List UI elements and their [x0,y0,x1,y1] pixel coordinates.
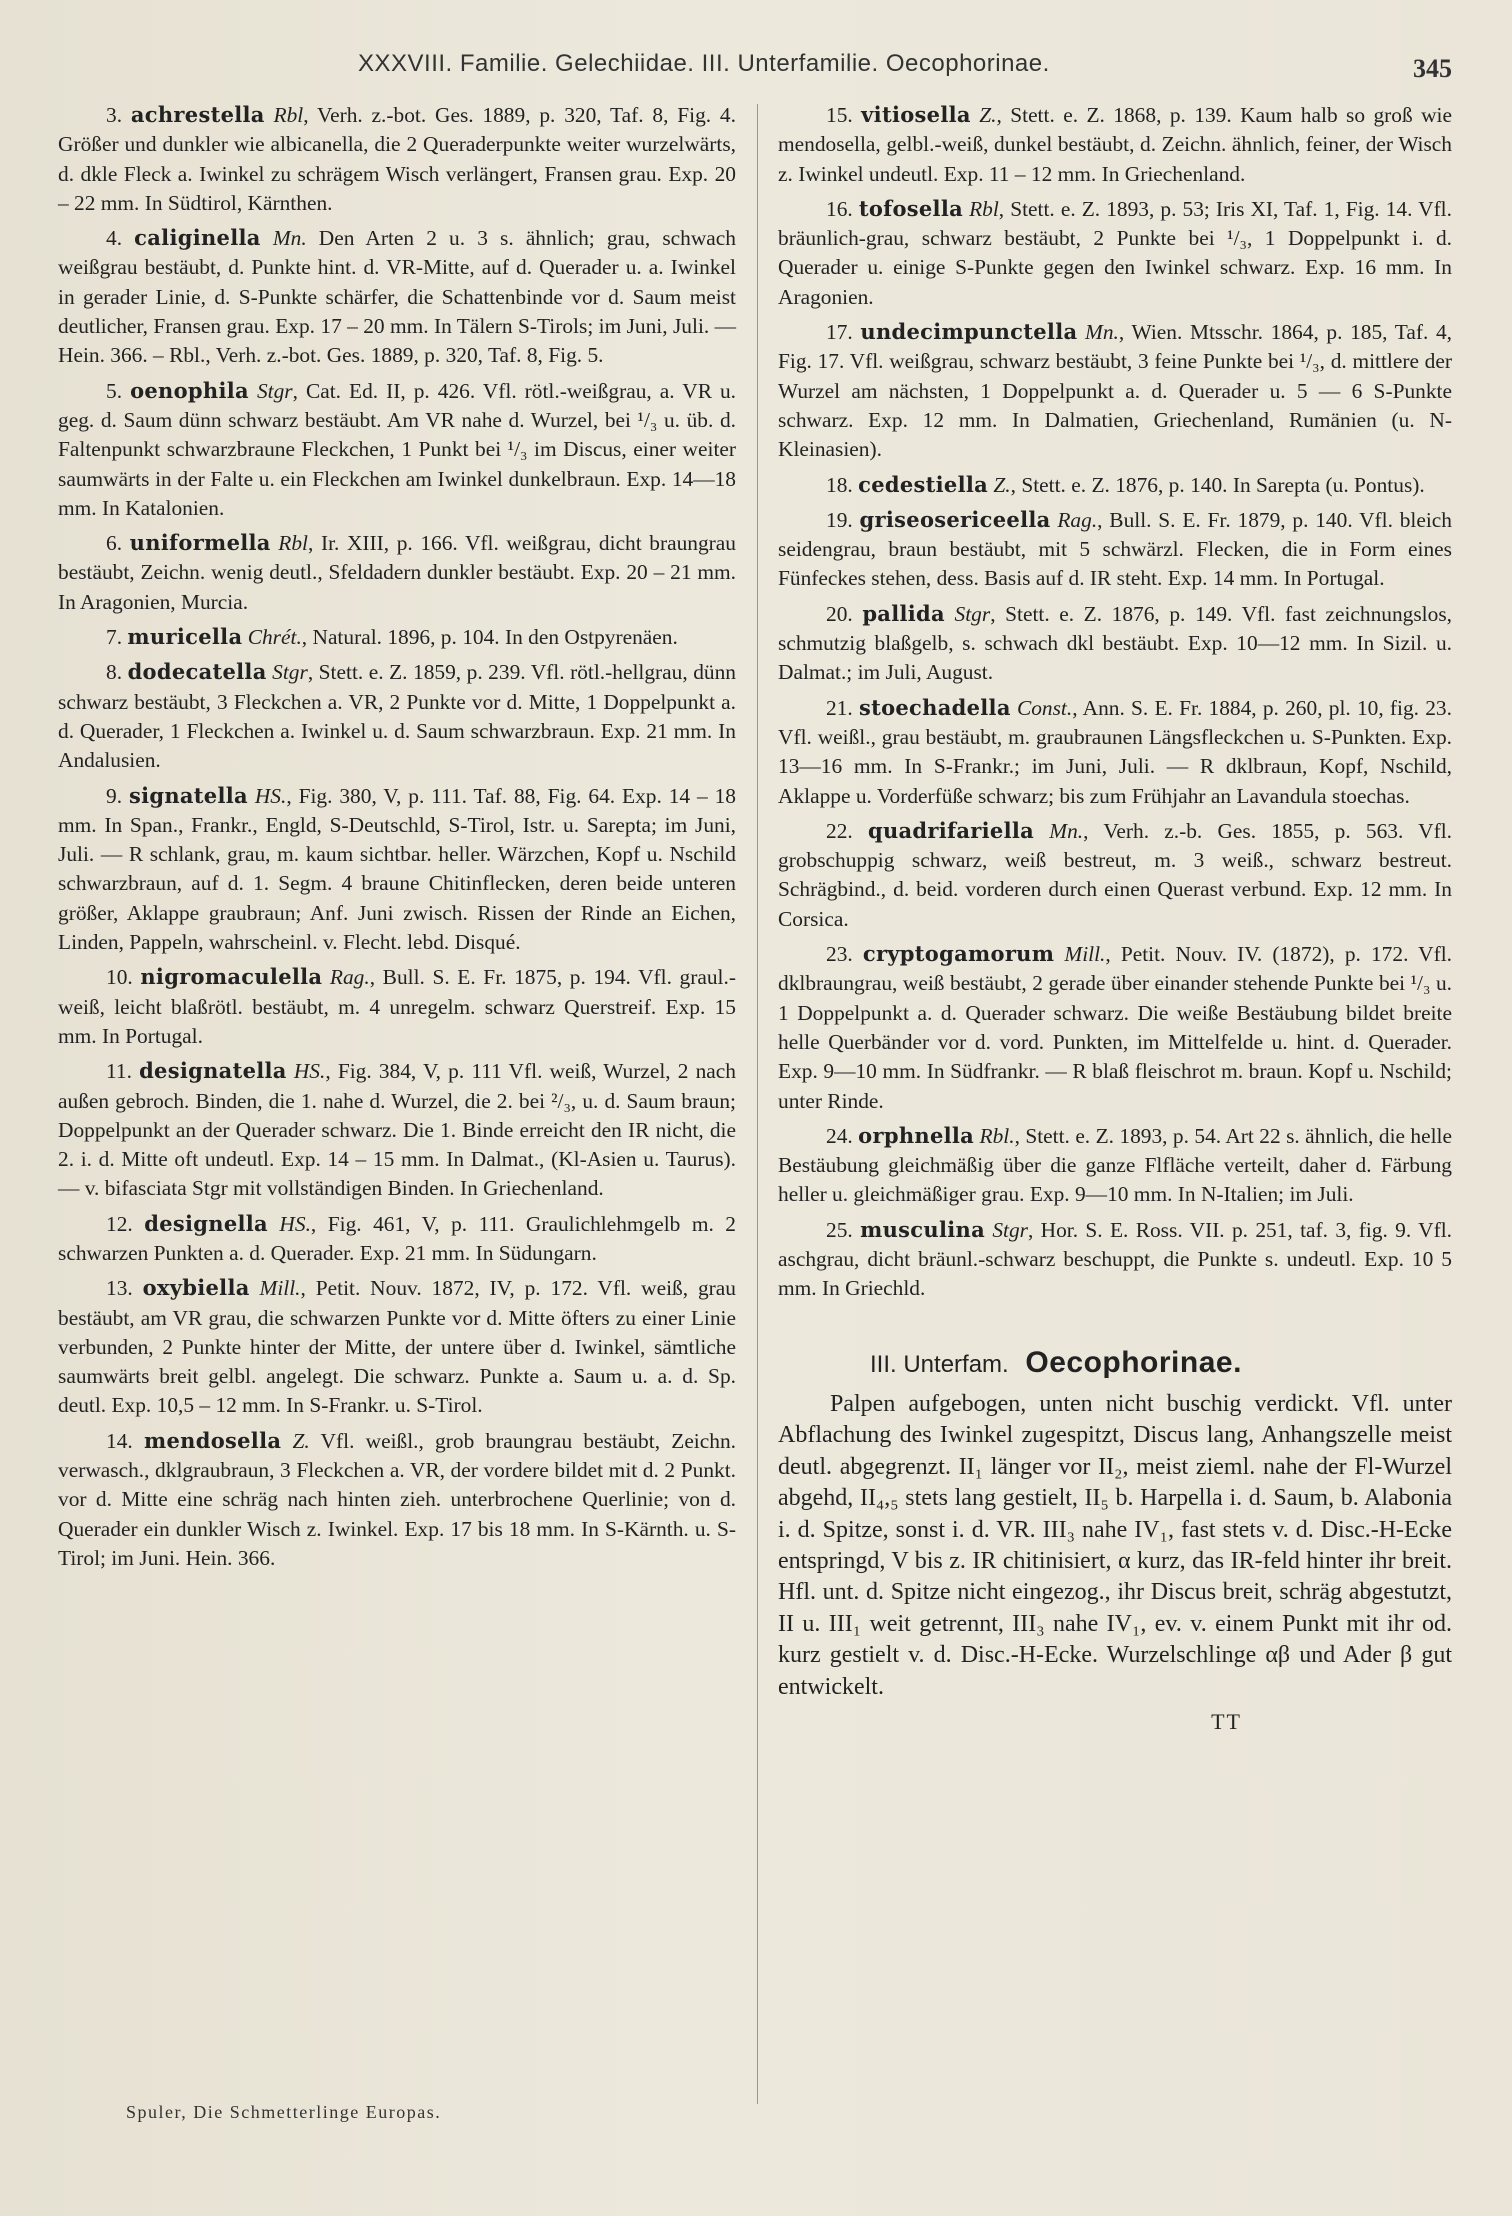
entry-number: 17. [826,320,853,345]
entry-number: 14. [106,1428,133,1453]
species-name: undecimpunctella [860,319,1078,345]
species-author: Z. [993,472,1011,497]
section-label: III. Unterfam. [870,1350,1009,1378]
species-author: Const. [1016,695,1073,720]
entry-text: , Hor. S. E. Ross. VII. p. 251, taf. 3, fig. 9. Vfl. aschgrau, dicht bräunl.-schwarz beschuppt, die Punkte s. undeutl. Exp. 10 5 mm. In Griechld. [778,1217,1452,1301]
species-author: Rbl [969,196,999,221]
species-name: uniformella [129,530,271,556]
species-name: cedestiella [858,471,989,497]
species-author: HS. [254,783,287,808]
entry-text: , Verh. z.-b. Ges. 1855, p. 563. Vfl. grobschuppig schwarz, weiß bestreut, m. 3 weiß., schwarz bestreut. Schrägbind., d. beid. vorderen durch einen Querast verbund. Exp. 12 mm. In Corsica. [778,818,1452,931]
species-name: stoechadella [858,694,1011,720]
entry-number: 18. [826,472,853,497]
entry-number: 22. [826,818,853,843]
entry-text: , Bull. S. E. Fr. 1875, p. 194. Vfl. graul.-weiß, leicht blaßrötl. bestäubt, m. 4 unregelm. schwarz Querstreif. Exp. 15 mm. In Portugal. [58,965,736,1048]
entry-number: 20. [826,601,853,626]
entry-number: 5. [106,378,123,403]
species-entry [778,816,1452,934]
species-author: Mn. [272,226,307,251]
species-name: designatella [139,1058,287,1084]
entry-text: , Bull. S. E. Fr. 1879, p. 140. Vfl. bleich seidengrau, braun bestäubt, mit 5 schwärzl. Flecken, die in Form eines Fünfeckes stehen, dess. Basis auf d. IR steht. Exp. 14 mm. In Portugal. [778,507,1452,591]
species-author: Mn. [1049,818,1084,843]
entry-text: , Natural. 1896, p. 104. In den Ostpyrenäen. [301,625,678,650]
species-author: Mill. [1064,942,1106,967]
entry-number: 11. [106,1059,132,1084]
species-name: griseosericeella [859,506,1051,532]
species-author: Z. [292,1428,310,1453]
species-author: Mill. [259,1276,301,1301]
entry-number: 8. [106,660,123,685]
species-entry [58,1209,736,1269]
species-author: Rag. [329,965,370,990]
species-entry [58,622,736,652]
species-entry [778,599,1452,688]
species-author: Chrét. [247,625,302,650]
entry-number: 6. [106,531,123,556]
species-author: Rbl [273,103,304,127]
entry-number: 15. [826,103,853,127]
species-entry [58,962,736,1051]
page-footer: Spuler, Die Schmetterlinge Europas. [126,2102,442,2122]
species-author: Rbl. [979,1123,1015,1148]
species-entry [778,470,1452,500]
entry-text: , Stett. e. Z. 1876, p. 149. Vfl. fast zeichnungslos, schmutzig blaßgelb, s. schwach dkl bestäubt. Exp. 10—12 mm. In Sizil. u. Dalmat.; im Juli, August. [778,601,1452,685]
species-name: signatella [128,782,248,808]
entry-text: , Verh. z.-bot. Ges. 1889, p. 320, Taf. 8, Fig. 4. Größer und dunkler wie albicanella, die 2 Queraderpunkte weiter wurzelwärts, d. dkle Fleck a. Iwinkel zu schrägem Wisch verlängert, Fransen grau. Exp. 20 – 22 mm. In Südtirol, Kärnthen. [58,103,736,215]
species-entry [58,1426,736,1573]
species-name: muricella [127,624,243,650]
species-author: Mn. [1085,320,1119,345]
species-name: caliginella [134,225,261,251]
species-name: achrestella [130,102,265,127]
entry-number: 25. [826,1217,853,1242]
species-entry [778,194,1452,312]
species-author: Rag. [1057,507,1098,532]
species-entry [778,1121,1452,1210]
entry-text: , Stett. e. Z. 1868, p. 139. Kaum halb so groß wie mendosella, gelbl.-weiß, dunkel bestäubt, d. Zeichn. ähnlich, feiner, der Wisch z. Iwinkel undeutl. Exp. 11 – 12 mm. In Griechenland. [778,103,1452,186]
species-author: Stgr [954,601,991,626]
entry-number: 3. [106,103,123,127]
species-name: orphnella [858,1122,975,1148]
entry-number: 7. [106,625,123,650]
entry-number: 19. [826,507,853,532]
section-description: Palpen aufgebogen, unten nicht buschig verdickt. Vfl. unter Abflachung des Iwinkel zugespitzt, Discus lang, Anhangszelle meist deutl. abgegrenzt. II₁ länger vor II₂, meist zieml. nahe der Fl-Wurzel abgehd, II₄,₅ stets lang gestielt, II₅ b. Harpella i. d. Saum, b. Alabonia i. d. Spitze, sonst i. d. VR. III₃ nahe IV₁, fast stets v. d. Disc.-H-Ecke entspringd, V bis z. IR chitinisiert, α kurz, das IR-feld hinter ihr breit. Hfl. unt. d. Spitze nicht eingezog., ihr Discus breit, schräg abgestutzt, II u. III₁ weit getrennt, III₃ nahe IV₁, ev. v. einem Punkt mit ihr od. kurz gestielt v. d. Disc.-H-Ecke. Wurzelschlinge αβ und Ader β gut entwickelt. [778,1390,1452,1700]
species-name: oxybiella [142,1275,250,1301]
species-name: vitiosella [861,102,971,127]
running-title: XXXVIII. Familie. Gelechiidae. III. Unterfamilie. Oecophorinae. [358,50,1050,77]
species-name: musculina [860,1216,985,1242]
signature-mark: TT [1211,1708,1242,1734]
species-name: mendosella [143,1427,282,1453]
section-heading [778,1345,1452,1379]
species-name: oenophila [130,377,249,403]
species-author: Stgr [256,378,293,403]
entry-number: 10. [106,965,133,990]
entry-text: , Stett. e. Z. 1893, p. 54. Art 22 s. ähnlich, die helle Bestäubung gleichmäßig über die ganze Flfläche verteilt, daher d. Färbung heller u. gleichmäßiger grau. Exp. 9—10 mm. In N-Italien; im Juli. [778,1123,1452,1207]
entry-text: , Fig. 384, V, p. 111 Vfl. weiß, Wurzel, 2 nach außen gebroch. Binden, die 1. nahe d. Wurzel, die 2. bei ²/₃, u. d. Saum braun; Doppelpunkt an der Querader schwarz. Die 1. Binde erreicht den IR nicht, die 2. i. d. Mitte oft undeutl. Exp. 14 – 15 mm. In Dalmat., (Kl-Asien u. Taurus). — v. bifasciata Stgr mit vollständigen Binden. In Griechenland. [58,1059,736,1201]
species-entry [58,100,736,218]
species-name: pallida [862,600,945,626]
species-entry [778,939,1452,1116]
entry-text: , Stett. e. Z. 1859, p. 239. Vfl. rötl.-hellgrau, dünn schwarz bestäubt, 3 Fleckchen a. VR, 2 Punkte vor d. Mitte, 1 Doppelpunkt a. d. Querader, 1 Fleckchen a. Iwinkel u. d. Saum schwarzbraun. Exp. 21 mm. In Andalusien. [58,660,736,773]
species-entry [58,657,736,775]
species-author: Stgr [272,660,308,685]
entry-number: 13. [106,1276,133,1301]
species-name: quadrifariella [867,817,1035,843]
entry-text: , Fig. 461, V, p. 111. Graulichlehmgelb m. 2 schwarzen Punkten a. d. Querader. Exp. 21 mm. In Südungarn. [58,1211,736,1265]
entry-number: 9. [106,783,123,808]
species-entry [778,100,1452,189]
species-entry [778,505,1452,594]
species-name: tofosella [858,195,964,221]
column-divider [757,104,758,2104]
page-header [58,46,1452,86]
entry-number: 23. [826,942,853,967]
entry-text: , Cat. Ed. II, p. 426. Vfl. rötl.-weißgrau, a. VR u. geg. d. Saum dünn schwarz bestäubt. Am VR nahe d. Wurzel, bei ¹/₃ u. üb. d. Faltenpunkt schwarzbraune Fleckchen, 1 Punkt bei ¹/₃ im Discus, einer weiter saumwärts in der Falte u. ein Fleckchen am Iwinkel dunkelbraun. Exp. 14—18 mm. In Katalonien. [58,378,737,520]
species-entry [58,1056,736,1203]
species-name: cryptogamorum [862,941,1055,967]
species-author: Rbl [278,531,309,556]
species-author: Stgr [992,1217,1028,1242]
entry-number: 12. [106,1211,133,1236]
species-author: Z. [979,103,997,127]
entry-text: , Wien. Mtsschr. 1864, p. 185, Taf. 4, Fig. 17. Vfl. weißgrau, schwarz bestäubt, 3 feine Punkte bei ¹/₃, d. mittlere der Wurzel am nächsten, 1 Doppelpunkt a. d. Querader u. 5 — 6 S-Punkte schwarz. Exp. 12 mm. In Dalmatien, Griechenland, Rumänien (u. N-Kleinasien). [778,320,1452,462]
species-author: HS. [293,1059,326,1084]
entry-text: , Ir. XIII, p. 166. Vfl. weißgrau, dicht braungrau bestäubt, Zeichn. wenig deutl., Sfeldadern dunkler bestäubt. Exp. 20 – 21 mm. In Aragonien, Murcia. [58,531,736,614]
entry-text: , Petit. Nouv. 1872, IV, p. 172. Vfl. weiß, grau bestäubt, am VR grau, die schwarzen Punkte vor d. Mitte öfters zu einer Linie verbunden, 2 Punkte hinter der Mitte, der untere über d. Iwinkel, sämtliche saumwärts breit gelbl. angelegt. Die schwarz. Punkte a. Saum u. a. d. Sp. deutl. Exp. 10,5 – 12 mm. In S-Frankr. u. S-Tirol. [58,1276,736,1418]
species-entry [58,781,736,958]
species-entry [58,528,736,617]
species-name: dodecatella [127,659,267,685]
entry-text: Den Arten 2 u. 3 s. ähnlich; grau, schwach weißgrau bestäubt, d. Punkte hint. d. VR-Mitte, auf d. Querader u. a. Iwinkel in gerader Linie, d. S-Punkte schärfer, die Schattenbinde vor d. Saum meist deutlicher, Fransen grau. Exp. 17 – 20 mm. In Tälern S-Tirols; im Juni, Juli. — Hein. 366. – Rbl., Verh. z.-bot. Ges. 1889, p. 320, Taf. 8, Fig. 5. [58,226,736,368]
right-entries [778,100,1452,1304]
species-author: HS. [279,1211,311,1236]
species-entry [778,1215,1452,1304]
entry-text: Vfl. weißl., grob braungrau bestäubt, Zeichn. verwasch., dklgraubraun, 3 Fleckchen a. VR, der vordere bildet mit d. 2 Punkt. vor d. Mitte eine schräg nach hinten zieh. unterbrochene Querlinie; von d. Querader ein dunkler Wisch z. Iwinkel. Exp. 17 bis 18 mm. In S-Kärnth. u. S-Tirol; im Juni. Hein. 366. [58,1428,736,1570]
entry-text: , Ann. S. E. Fr. 1884, p. 260, pl. 10, fig. 23. Vfl. weißl., grau bestäubt, m. graubraunen Längsfleckchen u. S-Punkten. Exp. 13—16 mm. In S-Frankr.; im Juni, Juli. — R dklbraun, Kopf, Nschild, Aklappe u. Vorderfüße schwarz; bis zum Frühjahr an Lavandula stoechas. [778,695,1452,808]
species-entry [58,1273,736,1420]
right-column [778,100,1452,1736]
entry-text: , Fig. 380, V, p. 111. Taf. 88, Fig. 64. Exp. 14 – 18 mm. In Span., Frankr., Engld, S-Deutschld, S-Tirol, Istr. u. Sarepta; im Juni, Juli. — R schlank, grau, m. kaum sichtbar. heller. Wärzchen, Kopf u. Nschild schwarzbraun, auf d. 1. Segm. 4 braune Chitinflecken, deren beide unteren größer, Aklappe graubraun; Anf. Juni zwisch. Rissen der Rinde an Eichen, Linden, Pappeln, wahrscheinl. v. Flecht. lebd. Disqué. [58,783,736,955]
species-entry [778,693,1452,811]
species-name: designella [144,1210,268,1236]
entry-number: 16. [826,196,853,221]
species-name: nigromaculella [140,964,323,990]
entry-text: , Petit. Nouv. IV. (1872), p. 172. Vfl. dklbraungrau, weiß bestäubt, 2 gerade über einander stehende Punkte bei ¹/₃ u. 1 Doppelpunkt a. d. Querader schwarz. Die weiße Bestäubung bildet breite helle Querbänder vor d. vord. Punkten, im Mittelfelde u. hint. d. Querader. Exp. 9—10 mm. In Südfrankr. — R blaß fleischrot m. braun. Kopf u. Nschild; unter Rinde. [778,942,1452,1113]
entry-number: 21. [826,695,853,720]
entry-text: , Stett. e. Z. 1893, p. 53; Iris XI, Taf. 1, Fig. 14. Vfl. bräunlich-grau, schwarz bestäubt, 2 Punkte bei ¹/₃, 1 Doppelpunkt i. d. Querader u. einige S-Punkte gegen den Iwinkel schwarz. Exp. 16 mm. In Aragonien. [778,196,1452,309]
entry-number: 4. [106,226,123,251]
species-entry [778,317,1452,464]
entry-text: , Stett. e. Z. 1876, p. 140. In Sarepta (u. Pontus). [1010,472,1425,497]
species-entry [58,223,736,370]
section-title: Oecophorinae. [1025,1345,1242,1379]
species-entry [58,376,736,523]
left-column [58,100,736,1578]
page-number: 345 [1413,54,1452,83]
entry-number: 24. [826,1123,853,1148]
